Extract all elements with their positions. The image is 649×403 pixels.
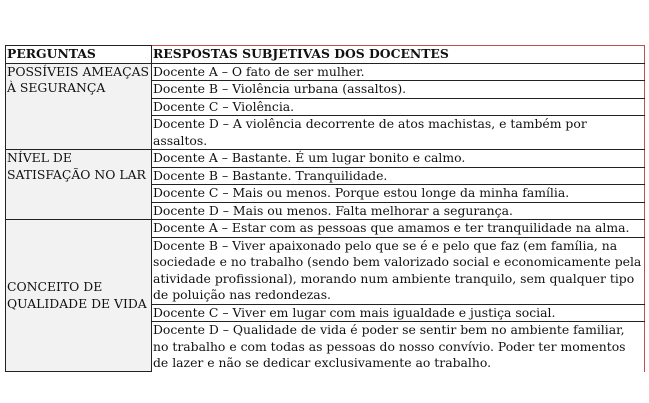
answer-cell: Docente D – A violência decorrente de atos machistas, e também por assaltos. <box>152 116 645 150</box>
table-row <box>6 150 645 168</box>
answer-cell: Docente C – Violência. <box>152 98 645 116</box>
table-row <box>6 220 645 238</box>
table-header-row <box>6 46 645 64</box>
question-cell-seguranca: POSSÍVEIS AMEAÇAS À SEGURANÇA <box>6 63 152 150</box>
header-respostas: RESPOSTAS SUBJETIVAS DOS DOCENTES <box>152 46 645 64</box>
answer-cell: Docente D – Qualidade de vida é poder se sentir bem no ambiente familiar, no trabalho e com todas as pessoas do nosso convívio. Poder ter momentos de lazer e não se dedicar exclusivamente ao trabalho. <box>152 322 645 372</box>
answer-cell: Docente C – Mais ou menos. Porque estou longe da minha família. <box>152 185 645 203</box>
question-cell-qualidade: CONCEITO DE QUALIDADE DE VIDA <box>6 220 152 372</box>
answer-cell: Docente B – Violência urbana (assaltos). <box>152 81 645 99</box>
survey-table <box>5 45 645 372</box>
answer-cell: Docente A – Estar com as pessoas que amamos e ter tranquilidade na alma. <box>152 220 645 238</box>
header-perguntas: PERGUNTAS <box>6 46 152 64</box>
answer-cell: Docente D – Mais ou menos. Falta melhorar a segurança. <box>152 202 645 220</box>
answer-cell: Docente B – Viver apaixonado pelo que se é e pelo que faz (em família, na sociedade e no trabalho (sendo bem valorizado social e economicamente pela atividade profissional), morando num ambiente tranquilo, sem qualquer tipo de poluição nas redondezas. <box>152 237 645 304</box>
answer-cell: Docente A – O fato de ser mulher. <box>152 63 645 81</box>
answer-cell: Docente A – Bastante. É um lugar bonito e calmo. <box>152 150 645 168</box>
question-cell-satisfacao: NÍVEL DE SATISFAÇÃO NO LAR <box>6 150 152 220</box>
answer-cell: Docente C – Viver em lugar com mais igualdade e justiça social. <box>152 304 645 322</box>
table-row <box>6 63 645 81</box>
answer-cell: Docente B – Bastante. Tranquilidade. <box>152 167 645 185</box>
